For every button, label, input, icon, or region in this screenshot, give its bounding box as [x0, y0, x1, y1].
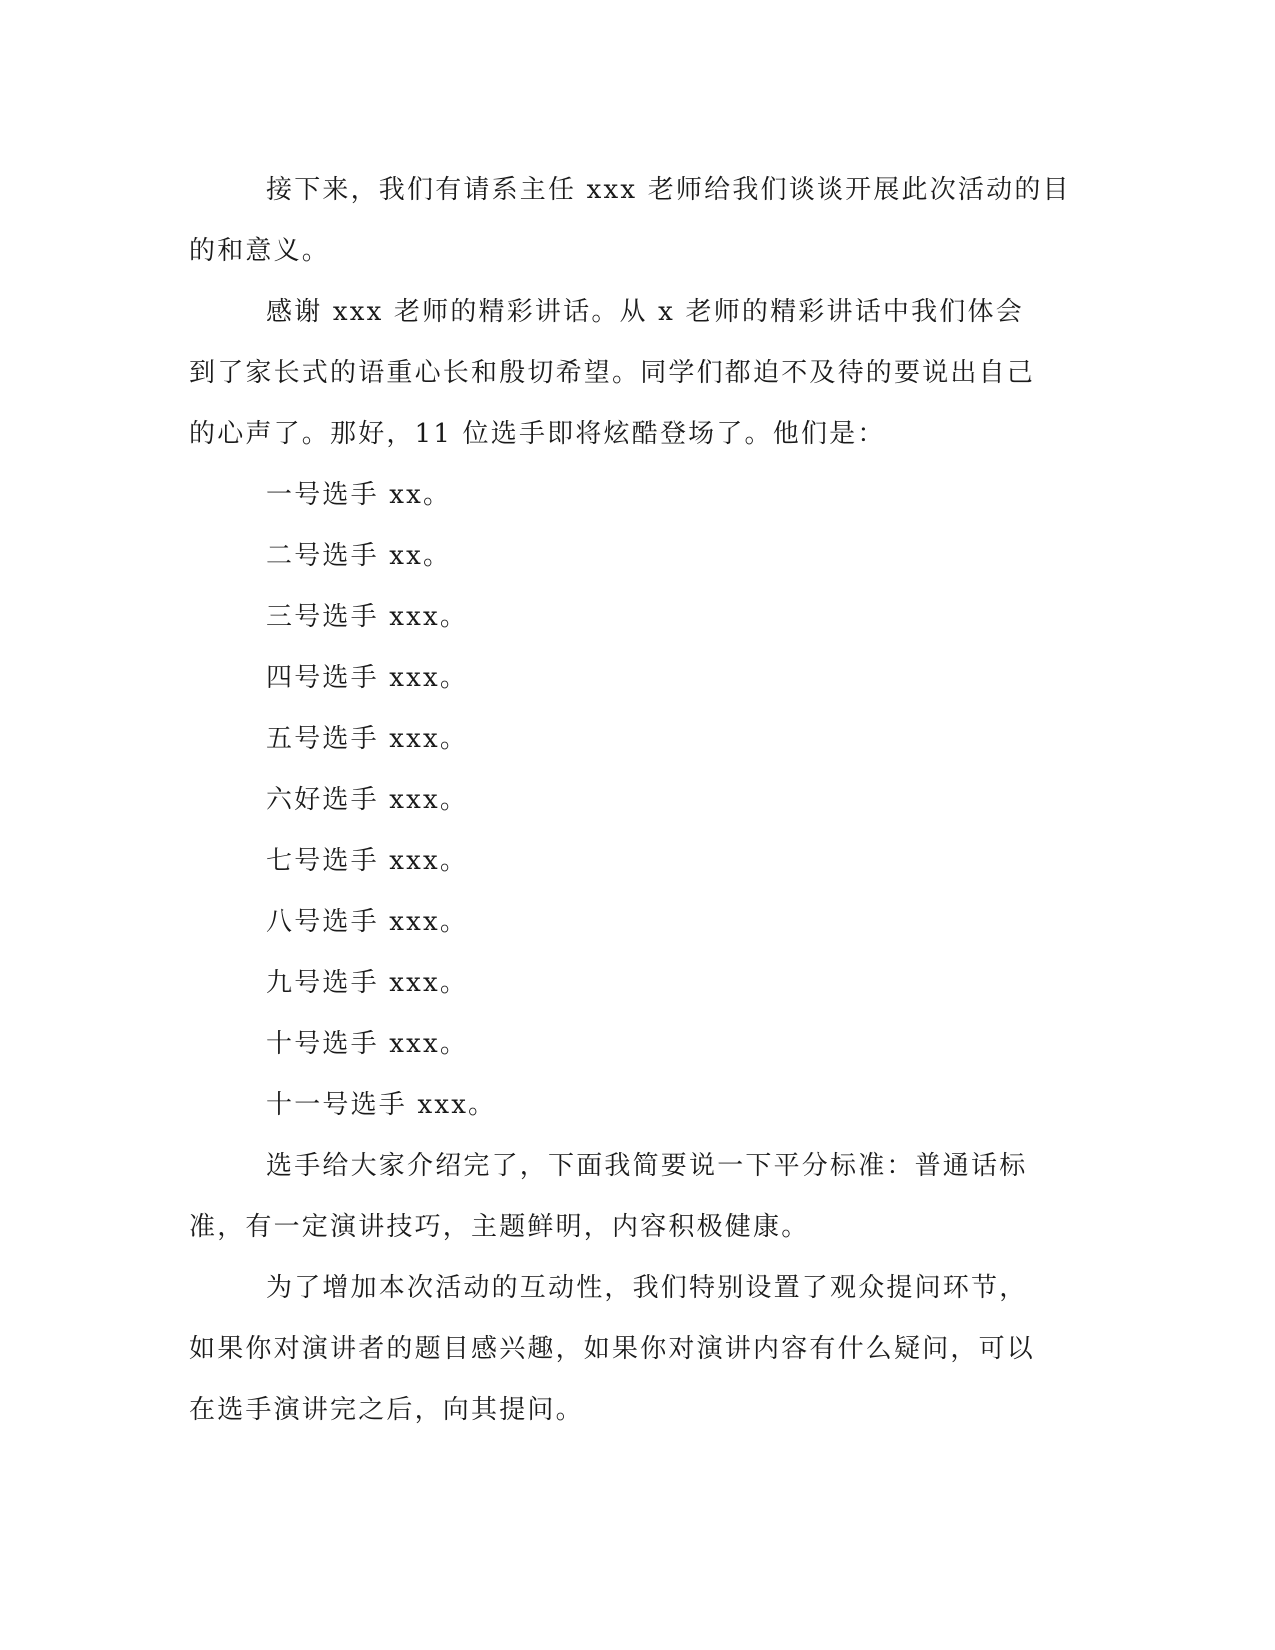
contestant-item: 六好选手 xxx。	[266, 785, 469, 815]
contestant-item: 八号选手 xxx。	[266, 907, 469, 937]
contestant-item: 九号选手 xxx。	[266, 968, 469, 998]
intro-paragraph: 接下来，我们有请系主任 xxx 老师给我们谈谈开展此次活动的目的和意义。	[189, 175, 1071, 266]
contestant-item: 二号选手 xx。	[266, 541, 452, 571]
contestant-item: 七号选手 xxx。	[266, 846, 469, 876]
contestant-item: 五号选手 xxx。	[266, 724, 469, 754]
contestant-item: 十号选手 xxx。	[266, 1029, 469, 1059]
contestant-item: 三号选手 xxx。	[266, 602, 469, 632]
contestant-item: 一号选手 xx。	[266, 480, 452, 510]
audience-questions-paragraph: 为了增加本次活动的互动性，我们特别设置了观众提问环节，如果你对演讲者的题目感兴趣，如果你对演讲内容有什么疑问，可以在选手演讲完之后，向其提问。	[189, 1273, 1036, 1425]
thanks-paragraph: 感谢 xxx 老师的精彩讲话。从 x 老师的精彩讲话中我们体会到了家长式的语重心长和殷切希望。同学们都迫不及待的要说出自己的心声了。那好，11 位选手即将炫酷登场了。他们是：	[189, 297, 1036, 449]
document-body	[189, 160, 1079, 1441]
scoring-criteria-paragraph: 选手给大家介绍完了，下面我简要说一下平分标准：普通话标准，有一定演讲技巧，主题鲜明，内容积极健康。	[189, 1151, 1028, 1242]
contestant-item: 四号选手 xxx。	[266, 663, 469, 693]
contestant-item: 十一号选手 xxx。	[266, 1090, 497, 1120]
